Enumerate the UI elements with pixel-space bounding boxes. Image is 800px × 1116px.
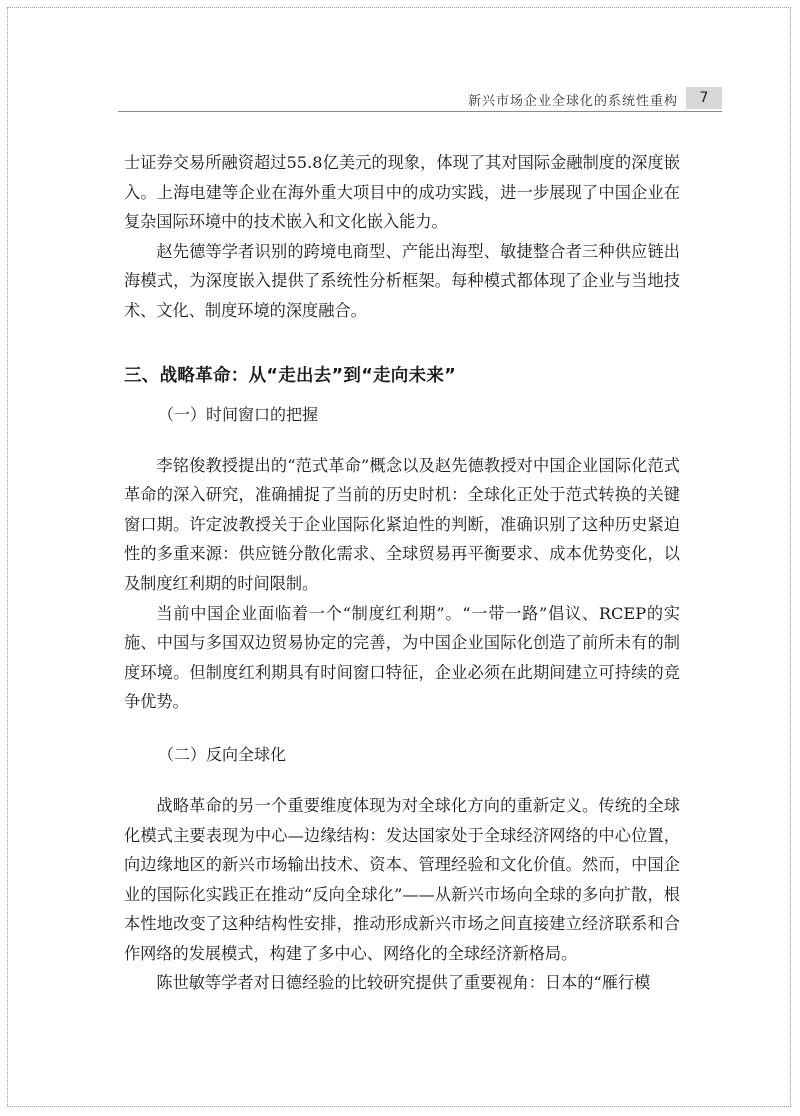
- section-heading: 三、战略革命：从“走出去”到“走向未来”: [124, 365, 457, 386]
- paragraph: 当前中国企业面临着一个“制度红利期”。“一带一路”倡议、RCEP的实施、中国与多国双边贸易协定的完善，为中国企业国际化创造了前所未有的制度环境。但制度红利期具有时间窗口特征，企业必须在此期间建立可持续的竞争优势。: [124, 603, 680, 712]
- page-number: 7: [686, 87, 722, 109]
- subsection-heading-1: （一）时间窗口的把握: [158, 404, 319, 424]
- running-title: 新兴市场企业全球化的系统性重构: [467, 94, 678, 109]
- running-header: [118, 87, 722, 112]
- paragraph-continued: 士证券交易所融资超过55.8亿美元的现象，体现了其对国际金融制度的深度嵌入。上海电建等企业在海外重大项目中的成功实践，进一步展现了中国企业在复杂国际环境中的技术嵌入和文化嵌入能力。: [124, 153, 680, 232]
- paragraph: 李铭俊教授提出的“范式革命”概念以及赵先德教授对中国企业国际化范式革命的深入研究，准确捕捉了当前的历史时机：全球化正处于范式转换的关键窗口期。许定波教授关于企业国际化紧迫性的判断，准确识别了这种历史紧迫性的多重来源：供应链分散化需求、全球贸易再平衡要求、成本优势变化，以及制度红利期的时间限制。: [124, 455, 680, 593]
- paragraph: 陈世敏等学者对日德经验的比较研究提供了重要视角：日本的“雁行模: [156, 973, 651, 993]
- paragraph: 赵先德等学者识别的跨境电商型、产能出海型、敏捷整合者三种供应链出海模式，为深度嵌入提供了系统性分析框架。每种模式都体现了企业与当地技术、文化、制度环境的深度融合。: [124, 241, 680, 320]
- paragraph: 战略革命的另一个重要维度体现为对全球化方向的重新定义。传统的全球化模式主要表现为中心—边缘结构：发达国家处于全球经济网络的中心位置，向边缘地区的新兴市场输出技术、资本、管理经验和文化价值。然而，中国企业的国际化实践正在推动“反向全球化”——从新兴市场向全球的多向扩散，根本性地改变了这种结构性安排，推动形成新兴市场之间直接建立经济联系和合作网络的发展模式，构建了多中心、网络化的全球经济新格局。: [124, 795, 680, 963]
- page-body: [124, 148, 680, 998]
- subsection-heading-2: （二）反向全球化: [158, 744, 287, 764]
